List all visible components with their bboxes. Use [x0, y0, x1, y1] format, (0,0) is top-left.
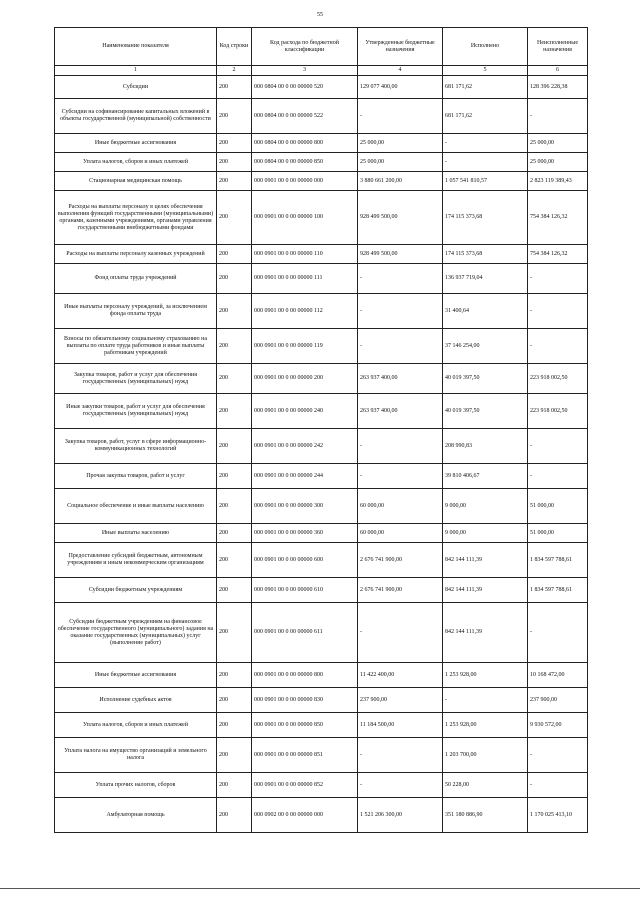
row-name: Уплата налога на имущество организаций и земельного налога	[55, 738, 217, 773]
row-code: 200	[217, 663, 252, 688]
row-name: Социальное обеспечение и иные выплаты населению	[55, 489, 217, 524]
row-unexecuted: 25 000,00	[528, 134, 588, 153]
row-approved: -	[358, 773, 443, 798]
row-unexecuted: 237 900,00	[528, 688, 588, 713]
row-approved: 2 676 741 900,00	[358, 578, 443, 603]
row-kbk: 000 0901 00 0 00 00000 830	[252, 688, 358, 713]
row-kbk: 000 0901 00 0 00 00000 119	[252, 329, 358, 364]
row-executed: 681 171,62	[443, 76, 528, 99]
table-row	[55, 99, 588, 134]
row-executed: 351 180 886,90	[443, 798, 528, 833]
row-unexecuted: -	[528, 773, 588, 798]
header-executed: Исполнено	[443, 28, 528, 66]
table-row	[55, 153, 588, 172]
row-executed: 1 253 928,00	[443, 713, 528, 738]
row-name: Субсидии бюджетным учреждениям на финансовое обеспечение государственного (муниципального) задания на оказание государственных (муниципальных) услуг (выполнение работ)	[55, 603, 217, 663]
row-kbk: 000 0901 00 0 00 00000 240	[252, 394, 358, 429]
row-kbk: 000 0901 00 0 00 00000 242	[252, 429, 358, 464]
table-row	[55, 578, 588, 603]
page-number: 55	[317, 12, 323, 18]
row-kbk: 000 0902 00 0 00 00000 000	[252, 798, 358, 833]
row-kbk: 000 0901 00 0 00 00000 600	[252, 543, 358, 578]
row-kbk: 000 0804 00 0 00 00000 522	[252, 99, 358, 134]
row-executed: 1 057 541 810,57	[443, 172, 528, 191]
row-name: Закупка товаров, работ, услуг в сфере информационно-коммуникационных технологий	[55, 429, 217, 464]
table-row	[55, 603, 588, 663]
table-row	[55, 429, 588, 464]
row-approved: 60 000,00	[358, 489, 443, 524]
row-executed: 208 990,83	[443, 429, 528, 464]
row-executed: -	[443, 134, 528, 153]
row-code: 200	[217, 524, 252, 543]
row-approved: 129 077 400,00	[358, 76, 443, 99]
table-row	[55, 329, 588, 364]
row-approved: -	[358, 429, 443, 464]
row-code: 200	[217, 543, 252, 578]
row-name: Взносы по обязательному социальному страхованию на выплаты по оплате труда работников и иные выплаты работникам учреждений	[55, 329, 217, 364]
row-approved: -	[358, 294, 443, 329]
row-unexecuted: 10 168 472,00	[528, 663, 588, 688]
row-name: Прочая закупка товаров, работ и услуг	[55, 464, 217, 489]
table-row	[55, 394, 588, 429]
row-executed: 9 000,00	[443, 489, 528, 524]
table-row	[55, 543, 588, 578]
column-number-row	[55, 66, 588, 76]
row-name: Иные выплаты населению	[55, 524, 217, 543]
table-row	[55, 798, 588, 833]
row-approved: 60 000,00	[358, 524, 443, 543]
column-number: 6	[528, 66, 588, 76]
row-code: 200	[217, 191, 252, 245]
row-executed: 174 115 373,68	[443, 191, 528, 245]
row-unexecuted: -	[528, 99, 588, 134]
row-kbk: 000 0901 00 0 00 00000 110	[252, 245, 358, 264]
row-executed: 136 937 719,04	[443, 264, 528, 294]
row-unexecuted: -	[528, 264, 588, 294]
table-row	[55, 172, 588, 191]
row-kbk: 000 0901 00 0 00 00000 360	[252, 524, 358, 543]
row-name: Амбулаторная помощь	[55, 798, 217, 833]
row-kbk: 000 0901 00 0 00 00000 200	[252, 364, 358, 394]
row-code: 200	[217, 394, 252, 429]
row-kbk: 000 0901 00 0 00 00000 851	[252, 738, 358, 773]
row-name: Уплата налогов, сборов и иных платежей	[55, 153, 217, 172]
row-code: 200	[217, 329, 252, 364]
row-unexecuted: 1 170 025 413,10	[528, 798, 588, 833]
row-approved: 2 676 741 900,00	[358, 543, 443, 578]
row-kbk: 000 0901 00 0 00 00000 112	[252, 294, 358, 329]
row-code: 200	[217, 429, 252, 464]
row-code: 200	[217, 294, 252, 329]
row-code: 200	[217, 172, 252, 191]
row-unexecuted: -	[528, 738, 588, 773]
column-number: 3	[252, 66, 358, 76]
row-unexecuted: -	[528, 429, 588, 464]
row-kbk: 000 0804 00 0 00 00000 800	[252, 134, 358, 153]
table-row	[55, 773, 588, 798]
row-executed: 39 810 406,67	[443, 464, 528, 489]
row-code: 200	[217, 738, 252, 773]
row-approved: 928 499 500,00	[358, 191, 443, 245]
row-unexecuted: 51 000,00	[528, 524, 588, 543]
table-row	[55, 738, 588, 773]
row-name: Закупка товаров, работ и услуг для обеспечения государственных (муниципальных) нужд	[55, 364, 217, 394]
row-executed: -	[443, 688, 528, 713]
row-executed: 842 144 111,39	[443, 543, 528, 578]
row-approved: 263 937 400,00	[358, 394, 443, 429]
table-row	[55, 134, 588, 153]
row-kbk: 000 0901 00 0 00 00000 100	[252, 191, 358, 245]
row-code: 200	[217, 153, 252, 172]
row-unexecuted: -	[528, 294, 588, 329]
row-code: 200	[217, 578, 252, 603]
row-unexecuted: 9 930 572,00	[528, 713, 588, 738]
row-executed: 174 115 373,68	[443, 245, 528, 264]
row-name: Иные закупки товаров, работ и услуг для обеспечения государственных (муниципальных) нужд	[55, 394, 217, 429]
column-number: 2	[217, 66, 252, 76]
row-unexecuted: 754 384 126,32	[528, 191, 588, 245]
budget-execution-table	[54, 27, 588, 833]
table-row	[55, 524, 588, 543]
row-code: 200	[217, 773, 252, 798]
row-executed: 40 019 397,50	[443, 394, 528, 429]
row-approved: -	[358, 603, 443, 663]
row-kbk: 000 0804 00 0 00 00000 520	[252, 76, 358, 99]
table-row	[55, 713, 588, 738]
row-executed: 40 019 397,50	[443, 364, 528, 394]
row-unexecuted: 754 384 126,32	[528, 245, 588, 264]
row-code: 200	[217, 798, 252, 833]
row-approved: 1 521 206 300,00	[358, 798, 443, 833]
row-code: 200	[217, 688, 252, 713]
row-unexecuted: -	[528, 603, 588, 663]
row-approved: 263 937 400,00	[358, 364, 443, 394]
row-unexecuted: 51 000,00	[528, 489, 588, 524]
header-kbk: Код расхода по бюджетной классификации	[252, 28, 358, 66]
row-code: 200	[217, 76, 252, 99]
row-code: 200	[217, 603, 252, 663]
table-row	[55, 489, 588, 524]
row-name: Расходы на выплаты персоналу в целях обеспечения выполнения функций государственными (муниципальными) органами, казенными учреждениями, органами управления государственными внебюджетными фондами	[55, 191, 217, 245]
row-executed: 1 253 928,00	[443, 663, 528, 688]
row-code: 200	[217, 245, 252, 264]
row-code: 200	[217, 713, 252, 738]
row-kbk: 000 0901 00 0 00 00000 852	[252, 773, 358, 798]
row-name: Предоставление субсидий бюджетным, автономным учреждениям и иным некоммерческим организациям	[55, 543, 217, 578]
row-unexecuted: 2 823 119 389,43	[528, 172, 588, 191]
column-number: 5	[443, 66, 528, 76]
row-name: Фонд оплаты труда учреждений	[55, 264, 217, 294]
row-executed: 37 146 254,00	[443, 329, 528, 364]
row-unexecuted: -	[528, 329, 588, 364]
row-approved: -	[358, 99, 443, 134]
row-approved: -	[358, 264, 443, 294]
row-name: Иные выплаты персоналу учреждений, за исключением фонда оплаты труда	[55, 294, 217, 329]
row-executed: 31 400,64	[443, 294, 528, 329]
row-approved: 25 000,00	[358, 134, 443, 153]
row-kbk: 000 0901 00 0 00 00000 611	[252, 603, 358, 663]
row-name: Стационарная медицинская помощь	[55, 172, 217, 191]
page-bottom-rule	[0, 888, 640, 889]
row-unexecuted: -	[528, 464, 588, 489]
column-number: 4	[358, 66, 443, 76]
row-kbk: 000 0901 00 0 00 00000 000	[252, 172, 358, 191]
table-header-row	[55, 28, 588, 66]
row-unexecuted: 25 000,00	[528, 153, 588, 172]
row-executed: 842 144 111,39	[443, 578, 528, 603]
table-row	[55, 76, 588, 99]
row-kbk: 000 0804 00 0 00 00000 850	[252, 153, 358, 172]
row-unexecuted: 223 918 002,50	[528, 364, 588, 394]
row-code: 200	[217, 264, 252, 294]
row-kbk: 000 0901 00 0 00 00000 111	[252, 264, 358, 294]
table-row	[55, 245, 588, 264]
row-executed: -	[443, 153, 528, 172]
row-name: Исполнение судебных актов	[55, 688, 217, 713]
row-name: Уплата налогов, сборов и иных платежей	[55, 713, 217, 738]
row-name: Субсидии бюджетным учреждениям	[55, 578, 217, 603]
row-unexecuted: 223 918 002,50	[528, 394, 588, 429]
row-unexecuted: 1 834 597 788,61	[528, 543, 588, 578]
row-approved: -	[358, 464, 443, 489]
table-row	[55, 264, 588, 294]
row-name: Иные бюджетные ассигнования	[55, 663, 217, 688]
row-approved: 11 184 500,00	[358, 713, 443, 738]
header-approved: Утвержденные бюджетные назначения	[358, 28, 443, 66]
row-approved: 11 422 400,00	[358, 663, 443, 688]
table-row	[55, 364, 588, 394]
header-name: Наименование показателя	[55, 28, 217, 66]
row-name: Субсидии на софинансирование капитальных вложений в объекты государственной (муниципальной) собственности	[55, 99, 217, 134]
row-code: 200	[217, 99, 252, 134]
row-approved: 3 880 661 200,00	[358, 172, 443, 191]
row-code: 200	[217, 364, 252, 394]
row-kbk: 000 0901 00 0 00 00000 800	[252, 663, 358, 688]
table-row	[55, 663, 588, 688]
table-row	[55, 294, 588, 329]
table-row	[55, 191, 588, 245]
header-code: Код строки	[217, 28, 252, 66]
row-approved: -	[358, 738, 443, 773]
row-name: Уплата прочих налогов, сборов	[55, 773, 217, 798]
row-approved: 237 900,00	[358, 688, 443, 713]
row-name: Расходы на выплаты персоналу казенных учреждений	[55, 245, 217, 264]
row-approved: 25 000,00	[358, 153, 443, 172]
row-approved: 928 499 500,00	[358, 245, 443, 264]
row-kbk: 000 0901 00 0 00 00000 610	[252, 578, 358, 603]
row-code: 200	[217, 134, 252, 153]
row-kbk: 000 0901 00 0 00 00000 850	[252, 713, 358, 738]
row-executed: 842 144 111,39	[443, 603, 528, 663]
row-executed: 1 203 700,00	[443, 738, 528, 773]
row-kbk: 000 0901 00 0 00 00000 300	[252, 489, 358, 524]
row-kbk: 000 0901 00 0 00 00000 244	[252, 464, 358, 489]
row-executed: 681 171,62	[443, 99, 528, 134]
header-unexecuted: Неисполненные назначения	[528, 28, 588, 66]
row-unexecuted: 1 834 597 788,61	[528, 578, 588, 603]
row-code: 200	[217, 464, 252, 489]
row-code: 200	[217, 489, 252, 524]
column-number: 1	[55, 66, 217, 76]
table-row	[55, 688, 588, 713]
row-name: Иные бюджетные ассигнования	[55, 134, 217, 153]
row-executed: 50 228,00	[443, 773, 528, 798]
table-row	[55, 464, 588, 489]
row-name: Субсидии	[55, 76, 217, 99]
row-approved: -	[358, 329, 443, 364]
row-unexecuted: 128 396 228,38	[528, 76, 588, 99]
row-executed: 9 000,00	[443, 524, 528, 543]
